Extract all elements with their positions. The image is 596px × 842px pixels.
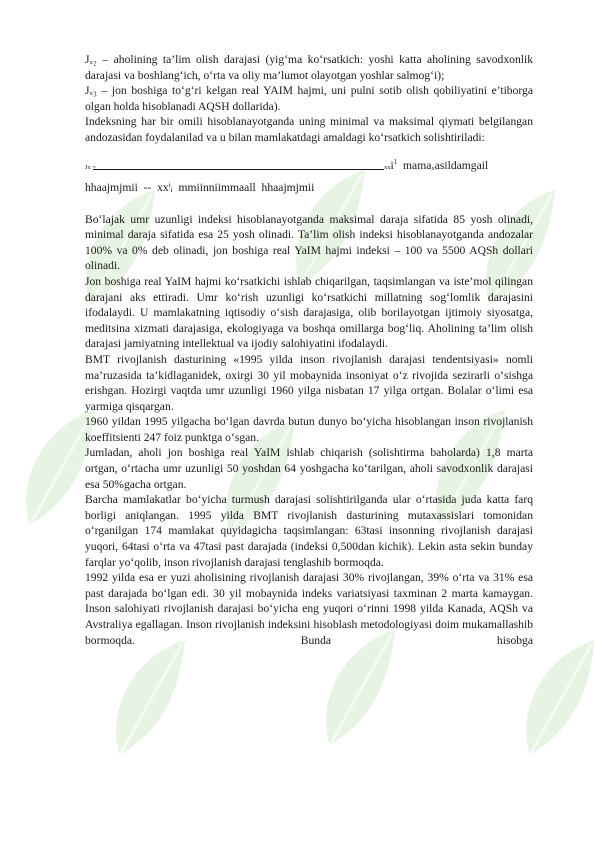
paragraph-countries-comparison: Barcha mamlakatlar bo‘yicha turmush darajasi solishtirilganda ular o‘rtasida juda katta farq borligi aniqlangan. 1995 yilda BMT rivojlanish dasturining mutaxassislari tomonidan o‘rganilgan 174 mamlakat quyidagicha taqsimlangan: 63tasi insonning rivojlanish darajasi yuqori, 64tasi o‘rta va 47tasi past darajada (indeksi 0,500dan kichik). Lekin asta sekin bunday farqlar yo‘qolib, inson rivojlanish darajasi tenglashib bormoqda. (85, 493, 533, 569)
formula-denominator: hhaajmjmii -- xxⁱᵢ mmiinniimmaall hhaajmjmii (85, 180, 315, 194)
formula-rhs (384, 158, 488, 176)
index-formula (85, 154, 533, 198)
paragraph-index-intro: Indeksning har bir omili hisoblanayotganda uning minimal va maksimal qiymati belgilangan andozasidan foydalanilad va u bilan mamlakatdagi amaldagi ko‘rsatkich solishtiriladi: (85, 115, 533, 144)
paragraph-1960-1995: 1960 yildan 1995 yilgacha bo‘lgan davrda butun dunyo bo‘yicha hisoblangan inson rivojlanish koeffitsienti 247 foiz punktga o‘sgan. (85, 415, 533, 444)
formula-fraction-line (93, 169, 384, 170)
paragraph-in-particular: Jumladan, aholi jon boshiga real YaIM ishlab chiqarish (solishtirma baholarda) 1,8 marta ortgan, o‘rtacha umr uzunligi 50 yoshdan 64 yoshgacha ko‘tarilgan, aholi savodxonlik darajasi esa 50%gacha ortgan. (85, 446, 533, 491)
paragraph-1992-development: 1992 yilda esa er yuzi aholisining rivojlanish darajasi 30% rivojlangan, 39% o‘rta va 31% esa past darajada bo‘lgan edi. 30 yil mobaynida indeks variatsiyasi taxminan 2 marta kamaygan. Inson salohiyati rivojlanish darajasi bo‘yicha eng yuqori o‘rinni 1998 yilda Kanada, AQSh va Avstraliya egallagan. Inson rivojlanish indeksini hisoblash metodologiyasi doim mukamallashib bormoqda. Bunda hisobga (85, 571, 533, 647)
paragraph-gdp-per-capita: Jon boshiga real YaIM hajmi ko‘rsatkichi ishlab chiqarilgan, taqsimlangan va iste’mol qilingan darajani aks ettiradi. Umr ko‘rish uzunligi ko‘rsatkichi millatning sog‘lomlik darajasini ifodalaydi. U mamlakatning iqtisodiy o‘sish darajasiga, olib borilayotgan ijtimoiy siyosatga, meditsina xizmati darajasiga, ekologiyaga va boshqa omillarga bog‘liq. Aholining ta’lim olish darajasi jamiyatning intellektual va ijodiy salohiyatini ifodalaydi. (85, 274, 533, 351)
paragraph-jx3-definition: Jₓ₃ – jon boshiga to‘g‘ri kelgan real YAIM hajmi, uni pulni sotib olish qobiliyatini e’tiborga olgan holda hisoblanadi AQSH dollarida). (85, 84, 533, 113)
formula-rhs-superscript: 1 (393, 157, 398, 166)
paragraph-life-expectancy-index: Bo‘lajak umr uzunligi indeksi hisoblanayotganda maksimal daraja sifatida 85 yosh olinadi, minimal daraja sifatida esa 25 yosh olinadi. Ta’lim olish indeksi hisoblanayotganda andozalar 100% va 0% deb olinadi, jon boshiga real YaIM hajmi indeksi – 100 va 5500 AQSh dollari olinadi. (85, 212, 533, 273)
paragraph-undp-report: BMT rivojlanish dasturining «1995 yilda inson rivojlanish darajasi tendentsiyasi» nomli ma’ruzasida ta’kidlaganidek, oxirgi 30 yil mobaynida insoniyat o‘z rivojida sezirarli o‘sishga erishgan. Hozirgi vaqtda umr uzunligi 1960 yilga nisbatan 17 yilga ortgan. Bolalar o‘limi esa yarmiga qisqargan. (85, 352, 533, 413)
formula-rhs-subscript: xx (384, 163, 391, 171)
formula-rhs-variable: i (390, 158, 394, 172)
paragraph-jx2-definition: Jₓ₂ – aholining ta’lim olish darajasi (yig‘ma ko‘rsatkich: yoshi katta aholining savodxonlik darajasi va boshlang‘ich, o‘rta va oliy ma’lumot olayotgan yoshlar salmog‘i); (85, 53, 533, 82)
formula-rhs-text: mamaₓasildamgail (403, 158, 489, 172)
document-page (85, 52, 533, 648)
formula-lhs: Jx = (85, 163, 97, 171)
